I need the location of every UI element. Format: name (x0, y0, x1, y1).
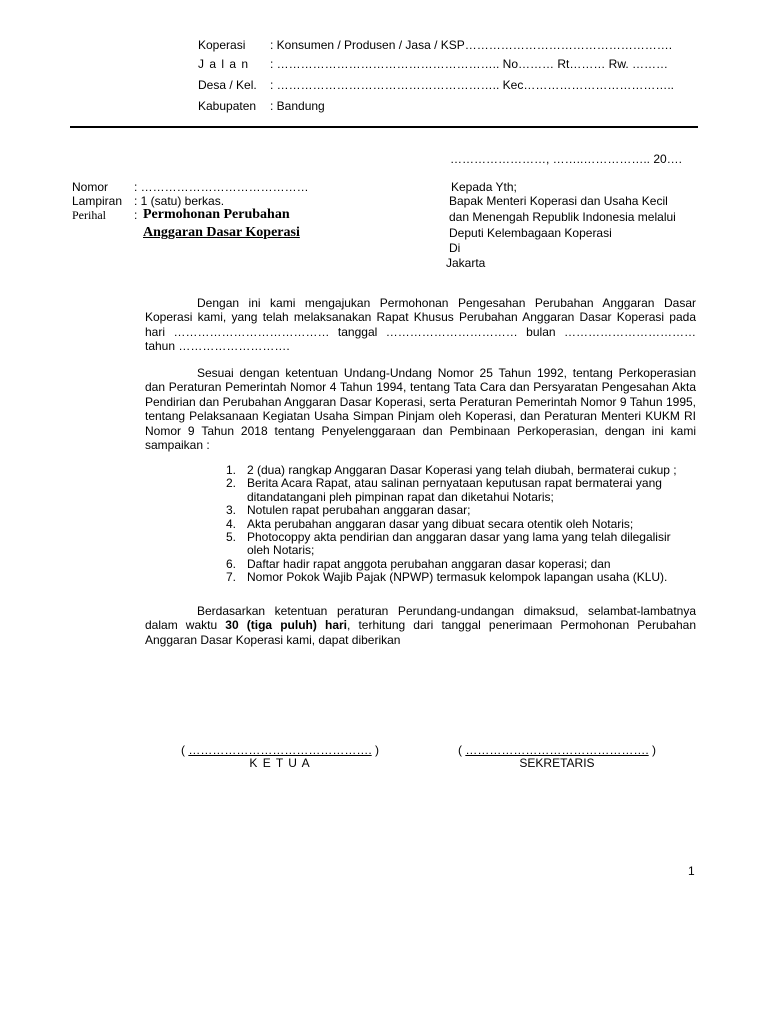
header-koperasi-value: : Konsumen / Produsen / Jasa / KSP……………………………………………. (270, 38, 673, 52)
body-paragraph-1 (145, 296, 696, 354)
date-line: ……………………, ……..…………….. 20…. (450, 152, 683, 166)
signature-close-paren: ) (375, 743, 380, 757)
header-desa-label: Desa / Kel. (198, 78, 257, 92)
signature-open-paren: ( (180, 743, 185, 757)
header-desa-value: : ……………………………………………….. Kec……………………………….. (270, 78, 675, 92)
list-item-text: Berita Acara Rapat, atau salinan pernyataan keputusan rapat bermaterai yang ditandatangani pleh pimpinan rapat dan diketahui Notaris; (247, 476, 662, 504)
perihal-colon: : (134, 208, 138, 222)
list-item (218, 531, 696, 558)
signature-line: ………………………………………. (465, 743, 649, 757)
page-number: 1 (688, 864, 695, 878)
perihal-line-2: Anggaran Dasar Koperasi (143, 225, 300, 240)
recipient-line-2: Bapak Menteri Koperasi dan Usaha Kecil (449, 194, 668, 208)
body-paragraph-3-text-a: Berdasarkan ketentuan peraturan Perundang-undangan dimaksud, selambat-lambatnya dalam waktu (145, 604, 696, 633)
list-item-text: Daftar hadir rapat anggota perubahan anggaran dasar koperasi; dan (247, 556, 611, 571)
lampiran-value: : 1 (satu) berkas. (134, 194, 225, 208)
list-item (218, 558, 696, 571)
list-item (218, 571, 696, 584)
list-item-number: 3. (225, 503, 236, 518)
list-item (218, 464, 696, 477)
list-item-number: 7. (225, 570, 236, 585)
list-item-text: Akta perubahan anggaran dasar yang dibuat secara otentik oleh Notaris; (247, 516, 634, 531)
perihal-line-1: Permohonan Perubahan (143, 207, 290, 222)
recipient-line-5: Di (449, 241, 461, 255)
nomor-label: Nomor (72, 180, 109, 194)
recipient-line-4: Deputi Kelembagaan Koperasi (449, 226, 612, 240)
recipient-line-6: Jakarta (446, 256, 486, 270)
list-item-number: 6. (225, 556, 236, 571)
header-koperasi-label: Koperasi (198, 38, 246, 52)
list-item-text: Notulen rapat perubahan anggaran dasar; (247, 503, 471, 518)
header-jalan-label: J a l a n (198, 57, 250, 71)
body-paragraph-3-text-b: , terhitung dari tanggal penerimaan Permohonan Perubahan Anggaran Dasar Koperasi kami, dapat diberikan (145, 618, 696, 647)
list-item-number: 1. (225, 463, 236, 477)
body-paragraph-3 (145, 604, 696, 647)
list-item-text: Photocoppy akta pendirian dan anggaran dasar yang lama yang telah dilegalisir oleh Notaris; (247, 530, 671, 558)
perihal-label: Perihal (72, 208, 106, 222)
list-item-number: 2. (225, 476, 236, 491)
signature-title-ketua: K E T U A (249, 756, 311, 770)
body-paragraph-2-text: Sesuai dengan ketentuan Undang-Undang Nomor 25 Tahun 1992, tentang Perkoperasian dan Peraturan Pemerintah Nomor 4 Tahun 1994, tentang Tata Cara dan Persyaratan Pengesahan Akta Pendirian dan Perubahan Anggaran Dasar Koperasi, serta Peraturan Pemerintah Nomor 9 Tahun 1995, tentang Pelaksanaan Kegiatan Usaha Simpan Pinjam oleh Koperasi, dan Peraturan Menteri KUKM RI Nomor 9 Tahun 2018 tentang Penyelenggaraan dan Pembinaan Perkoperasian, dengan ini kami sampaikan : (145, 366, 696, 453)
list-item (218, 504, 696, 517)
signature-line: ………………………………………. (188, 743, 372, 757)
deadline-emphasis: 30 (tiga puluh) hari (225, 618, 348, 633)
list-item-text: 2 (dua) rangkap Anggaran Dasar Koperasi yang telah diubah, bermaterai cukup ; (247, 463, 677, 477)
signature-title-sekretaris: SEKRETARIS (519, 756, 595, 770)
signature-ketua (150, 744, 410, 770)
body-paragraph-2 (145, 366, 696, 452)
header-kabupaten-label: Kabupaten (198, 99, 257, 113)
attachment-list (218, 464, 696, 585)
list-item (218, 518, 696, 531)
header-kabupaten-value: : Bandung (270, 99, 325, 113)
signature-open-paren: ( (457, 743, 462, 757)
signature-close-paren: ) (652, 743, 657, 757)
header-divider (70, 126, 698, 128)
recipient-line-1: Kepada Yth; (451, 180, 517, 194)
recipient-line-3: dan Menengah Republik Indonesia melalui (449, 210, 676, 224)
signature-sekretaris (428, 744, 686, 770)
header-jalan-value: : ……………………………………………….. No……… Rt……… Rw. ……… (270, 57, 669, 71)
lampiran-label: Lampiran (72, 194, 123, 208)
nomor-value: : …………………………………… (134, 180, 309, 194)
list-item (218, 477, 696, 504)
body-paragraph-1-text: Dengan ini kami mengajukan Permohonan Pengesahan Perubahan Anggaran Dasar Koperasi kami, yang telah melaksanakan Rapat Khusus Perubahan Anggaran Dasar Koperasi pada hari ………………………………… tanggal …………………………… bulan …………………………… tahun ………………………. (145, 296, 696, 354)
list-item-text: Nomor Pokok Wajib Pajak (NPWP) termasuk kelompok lapangan usaha (KLU). (247, 570, 668, 585)
list-item-number: 5. (225, 530, 236, 545)
list-item-number: 4. (225, 516, 236, 531)
